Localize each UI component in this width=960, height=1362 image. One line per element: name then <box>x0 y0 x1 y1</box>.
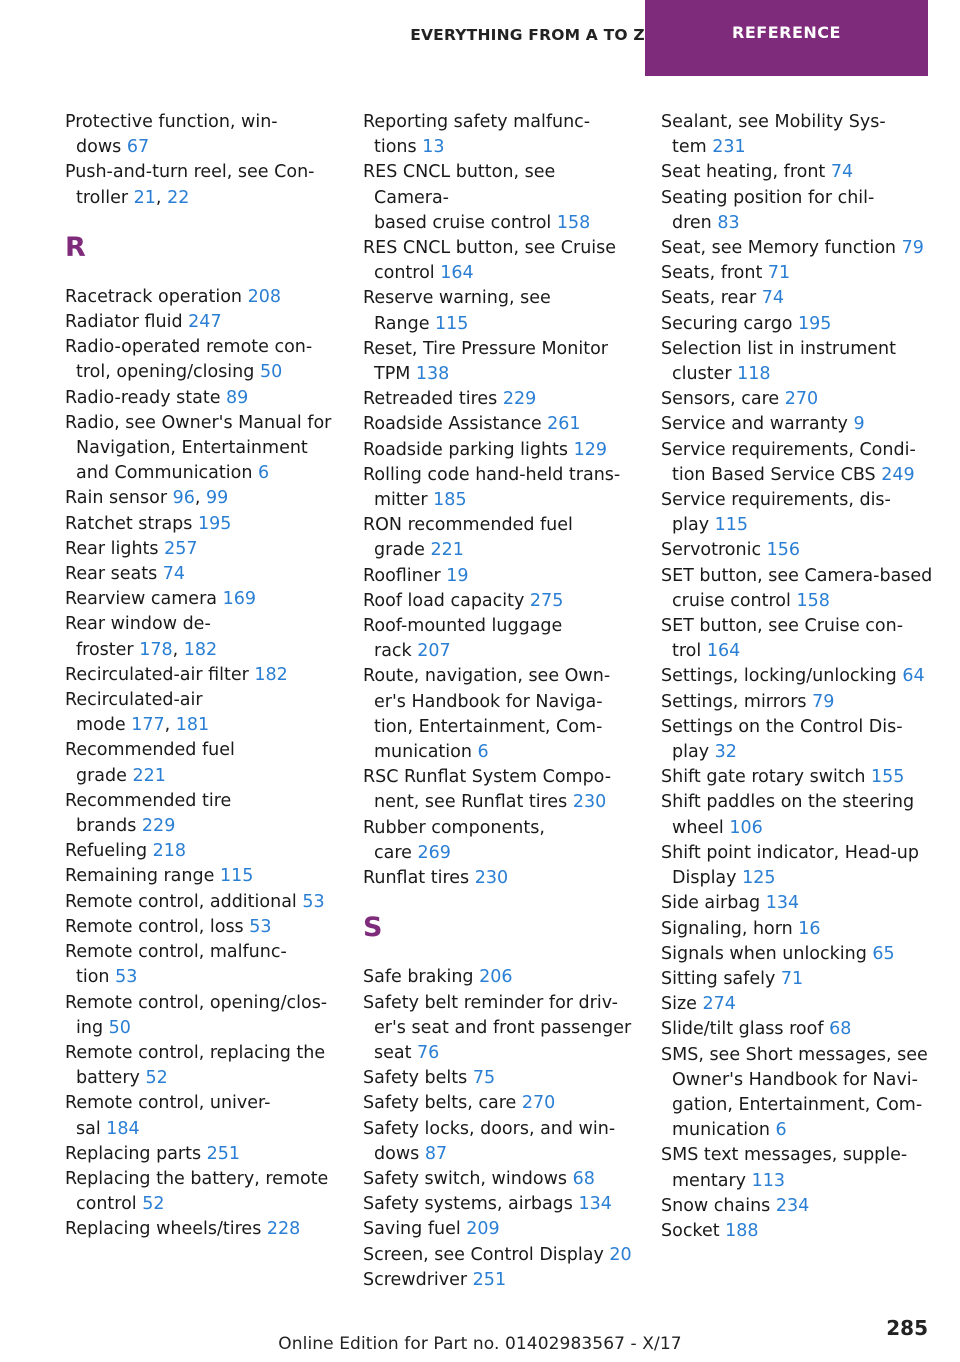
index-entry-text: Socket <box>661 1220 726 1241</box>
index-entry-text: Settings, locking/unlocking <box>661 666 903 687</box>
index-entry <box>363 1066 635 1091</box>
index-entry-text: Selection list in instrument cluster <box>661 338 896 385</box>
index-entry-text: Rain sensor <box>65 488 173 509</box>
index-entry <box>363 110 635 160</box>
index-entry-text: Safety belts, care <box>363 1093 522 1114</box>
page-link[interactable]: 206 <box>479 967 513 988</box>
page-number: 285 <box>886 1316 928 1340</box>
page-link[interactable]: 16 <box>798 918 821 939</box>
index-entry-text: Screen, see Control Display <box>363 1244 610 1265</box>
page-link[interactable]: 6 <box>775 1120 787 1141</box>
index-entry-text: Reserve warning, see Range <box>363 288 551 334</box>
page-link[interactable]: 115 <box>714 515 749 536</box>
index-entry-text: Slide/tilt glass roof <box>661 1019 830 1040</box>
index-entry-text: Safety belts <box>363 1068 473 1089</box>
page-link[interactable]: 79 <box>812 691 835 712</box>
page-link[interactable]: 229 <box>141 816 176 837</box>
index-entry <box>661 337 933 387</box>
index-entry-text: Rear seats <box>65 564 163 585</box>
page-link[interactable]: 208 <box>247 286 281 307</box>
index-entry <box>661 488 933 538</box>
index-entry <box>661 1194 933 1219</box>
page-link[interactable]: 68 <box>572 1168 595 1189</box>
index-column-1 <box>65 110 337 1243</box>
page-link[interactable]: 52 <box>145 1068 168 1089</box>
page-link[interactable]: 53 <box>249 916 272 937</box>
index-entry-text: Replacing parts <box>65 1143 207 1164</box>
index-entry <box>661 765 933 790</box>
index-entry-text: Recirculated-air filter <box>65 664 255 685</box>
page-link[interactable]: 115 <box>435 313 469 334</box>
index-entry <box>661 1219 933 1244</box>
index-entry-text: SMS, see Short messages, see Owner's Handbook for Navi- gation, Entertainment, Com- munication <box>661 1044 928 1141</box>
index-entry <box>65 612 337 662</box>
page-link[interactable]: 155 <box>871 767 905 788</box>
page-link[interactable]: 129 <box>573 439 607 460</box>
page-link[interactable]: 158 <box>796 590 830 611</box>
index-entry <box>661 917 933 942</box>
index-entry-text: Safety belt reminder for driv- er's seat and front passenger seat <box>363 992 632 1063</box>
index-entry <box>661 438 933 488</box>
page-link[interactable]: 221 <box>430 540 464 561</box>
page-link[interactable]: 182 <box>254 664 288 685</box>
page-link[interactable]: 99 <box>206 488 229 509</box>
index-entry-text: Racetrack operation <box>65 286 248 307</box>
page-link[interactable]: 182 <box>183 639 218 660</box>
index-entry-text: Settings, mirrors <box>661 691 813 712</box>
index-entry <box>65 335 337 385</box>
index-entry <box>661 387 933 412</box>
index-entry-text: Servotronic <box>661 540 767 561</box>
index-entry <box>363 589 635 614</box>
page-link[interactable]: 21 <box>133 187 156 208</box>
index-entry <box>363 1217 635 1242</box>
page-link[interactable]: 270 <box>784 389 819 410</box>
page-link[interactable]: 230 <box>572 792 607 813</box>
index-entry <box>661 160 933 185</box>
index-entry <box>661 412 933 437</box>
index-entry <box>65 940 337 990</box>
index-entry <box>363 1091 635 1116</box>
index-entry <box>661 564 933 614</box>
index-entry-text: Seat, see Memory function <box>661 238 902 259</box>
page-link[interactable]: 53 <box>115 967 138 988</box>
index-entry-text: Seat heating, front <box>661 162 831 183</box>
index-entry-text: Radiator fluid <box>65 312 189 333</box>
page-separator: , <box>194 488 206 509</box>
page-link[interactable]: 52 <box>142 1194 165 1215</box>
page-link[interactable]: 188 <box>725 1220 759 1241</box>
index-entry <box>363 664 635 765</box>
index-entry-text: Service requirements, dis- play <box>661 490 891 536</box>
page-link[interactable]: 274 <box>702 994 736 1015</box>
index-entry-text: Remote control, additional <box>65 891 303 912</box>
index-entry-text: Signaling, horn <box>661 918 799 939</box>
index-entry <box>65 663 337 688</box>
index-entry-text: Roof-mounted luggage rack <box>363 616 563 662</box>
page-link[interactable]: 65 <box>872 943 895 964</box>
index-entry <box>661 790 933 840</box>
index-entry <box>65 991 337 1041</box>
index-entry-text: Service and warranty <box>661 414 854 435</box>
page-link[interactable]: 64 <box>902 666 925 687</box>
index-entry-text: SET button, see Cruise con- trol <box>661 616 904 662</box>
page-link[interactable]: 71 <box>780 968 804 989</box>
index-entry-text: Safety locks, doors, and win- dows <box>363 1118 616 1164</box>
index-entry-text: Replacing the battery, remote control <box>65 1168 329 1215</box>
page-link[interactable]: 53 <box>302 891 325 912</box>
page-link[interactable]: 83 <box>717 212 740 233</box>
page-link[interactable]: 257 <box>164 538 198 559</box>
index-entry-text: Side airbag <box>661 893 766 914</box>
page-link[interactable]: 134 <box>578 1194 612 1215</box>
index-entry-text: SMS text messages, supple- mentary <box>661 1145 908 1191</box>
page-link[interactable]: 20 <box>609 1244 632 1265</box>
page-link[interactable]: 158 <box>556 212 591 233</box>
page-link[interactable]: 76 <box>417 1042 440 1063</box>
index-entry-text: Rearview camera <box>65 589 223 610</box>
page-link[interactable]: 177 <box>131 715 165 736</box>
index-entry <box>65 738 337 788</box>
page-link[interactable]: 229 <box>502 389 537 410</box>
page-link[interactable]: 209 <box>466 1219 500 1240</box>
index-entry <box>661 891 933 916</box>
page-separator: , <box>164 715 176 736</box>
index-entry <box>363 816 635 866</box>
index-entry <box>661 967 933 992</box>
page-link[interactable]: 181 <box>175 715 210 736</box>
index-entry-text: Sealant, see Mobility Sys- tem <box>661 112 886 158</box>
index-entry-text: Roofliner <box>363 565 447 586</box>
index-entry <box>363 1192 635 1217</box>
index-entry-text: Recommended fuel grade <box>65 740 235 786</box>
index-entry <box>65 386 337 411</box>
index-entry <box>661 312 933 337</box>
page-link[interactable]: 67 <box>126 137 150 158</box>
index-entry-text: Route, navigation, see Own- er's Handbook for Naviga- tion, Entertainment, Com- munication <box>363 666 611 763</box>
page-link[interactable]: 195 <box>798 313 832 334</box>
index-entry <box>363 236 635 286</box>
index-entry-text: Radio-operated remote con- trol, opening/closing <box>65 337 313 383</box>
index-entry <box>65 562 337 587</box>
index-entry-text: RES CNCL button, see Cruise control <box>363 238 617 284</box>
index-entry <box>661 664 933 689</box>
index-entry <box>363 564 635 589</box>
index-entry <box>661 110 933 160</box>
index-entry <box>65 285 337 310</box>
page-link[interactable]: 169 <box>222 589 256 610</box>
index-entry <box>65 1091 337 1141</box>
index-entry-text: Seats, rear <box>661 288 762 309</box>
index-entry-text: Size <box>661 994 703 1015</box>
index-entry <box>661 1017 933 1042</box>
index-entry <box>65 110 337 160</box>
page-link[interactable]: 32 <box>714 742 737 763</box>
index-entry-text: Remote control, loss <box>65 916 250 937</box>
index-entry-text: Safety systems, airbags <box>363 1194 579 1215</box>
index-entry <box>65 789 337 839</box>
page-link[interactable]: 207 <box>417 641 451 662</box>
index-entry <box>65 890 337 915</box>
index-entry <box>661 992 933 1017</box>
page-link[interactable]: 19 <box>446 565 469 586</box>
page-link[interactable]: 74 <box>761 288 785 309</box>
page-link[interactable]: 261 <box>547 414 581 435</box>
index-entry <box>363 1268 635 1293</box>
index-entry-text: Saving fuel <box>363 1219 467 1240</box>
index-entry-text: SET button, see Camera-based cruise control <box>661 565 933 611</box>
page-separator: , <box>155 187 168 208</box>
index-entry-text: Rubber components, care <box>363 817 545 863</box>
index-entry-text: Rear window de- froster <box>65 614 211 660</box>
index-entry-text: Push-and-turn reel, see Con- troller <box>65 162 315 208</box>
index-entry <box>661 186 933 236</box>
index-entry <box>363 463 635 513</box>
index-entry-text: Retreaded tires <box>363 389 503 410</box>
index-entry <box>363 337 635 387</box>
index-entry <box>661 286 933 311</box>
index-entry-text: Reset, Tire Pressure Monitor TPM <box>363 338 608 385</box>
index-entry-text: Sitting safely <box>661 968 781 989</box>
page-link[interactable]: 6 <box>477 742 489 763</box>
index-entry <box>661 1143 933 1193</box>
index-entry-text: RES CNCL button, see Camera- based cruise control <box>363 162 556 233</box>
index-entry-text: Remaining range <box>65 866 220 887</box>
page-link[interactable]: 96 <box>172 488 195 509</box>
page-link[interactable]: 74 <box>162 564 186 585</box>
index-entry <box>65 160 337 210</box>
index-entry-text: Seats, front <box>661 263 768 284</box>
index-entry-text: Roadside parking lights <box>363 439 574 460</box>
page-link[interactable]: 231 <box>712 137 746 158</box>
index-entry-text: Runflat tires <box>363 868 475 889</box>
index-entry-text: Recirculated-air mode <box>65 690 203 736</box>
page-link[interactable]: 234 <box>775 1195 810 1216</box>
index-entry-text: Settings on the Control Dis- play <box>661 716 903 763</box>
index-entry-text: Safe braking <box>363 967 480 988</box>
page-link[interactable]: 79 <box>901 238 924 259</box>
index-entry-text: Radio, see Owner's Manual for Navigation, Entertainment and Communication <box>65 412 332 484</box>
index-entry-text: Shift gate rotary switch <box>661 767 872 788</box>
index-entry-text: Remote control, replacing the battery <box>65 1042 326 1089</box>
index-entry-text: Snow chains <box>661 1195 776 1216</box>
page-link[interactable]: 178 <box>139 639 173 660</box>
index-entry <box>65 411 337 487</box>
page-link[interactable]: 221 <box>132 765 166 786</box>
page-link[interactable]: 87 <box>424 1143 448 1164</box>
page-link[interactable]: 9 <box>853 414 865 435</box>
page-link[interactable]: 113 <box>751 1170 786 1191</box>
index-letter-heading: S <box>363 912 383 944</box>
index-entry-text: Rear lights <box>65 538 165 559</box>
index-entry-text: Seating position for chil- dren <box>661 187 875 233</box>
index-entry <box>65 1142 337 1167</box>
footer-edition: Online Edition for Part no. 01402983567 - X/17 <box>278 1334 682 1354</box>
index-entry-text: Remote control, malfunc- tion <box>65 942 287 988</box>
page-link[interactable]: 75 <box>472 1068 496 1089</box>
index-entry <box>65 310 337 335</box>
index-entry <box>661 614 933 664</box>
index-entry-text: Shift point indicator, Head-up Display <box>661 842 919 889</box>
index-entry <box>65 512 337 537</box>
index-entry-text: Roadside Assistance <box>363 414 548 435</box>
index-entry <box>661 261 933 286</box>
index-entry-text: RSC Runflat System Compo- nent, see Runflat tires <box>363 767 612 813</box>
page-link[interactable]: 50 <box>259 362 283 383</box>
index-entry-text: RON recommended fuel grade <box>363 515 573 561</box>
index-entry-text: Reporting safety malfunc- tions <box>363 112 591 158</box>
index-entry-text: Remote control, opening/clos- ing <box>65 992 328 1038</box>
index-entry <box>65 1167 337 1217</box>
index-entry <box>363 412 635 437</box>
page-link[interactable]: 115 <box>219 866 254 887</box>
index-entry <box>65 688 337 738</box>
index-entry-text: Replacing wheels/tires <box>65 1219 267 1240</box>
index-entry-text: Roof load capacity <box>363 590 530 611</box>
index-entry <box>363 991 635 1067</box>
page-link[interactable]: 164 <box>440 263 474 284</box>
page-link[interactable]: 218 <box>152 841 187 862</box>
page-link[interactable]: 125 <box>742 868 776 889</box>
index-entry-text: Radio-ready state <box>65 387 227 408</box>
page-link[interactable]: 251 <box>206 1143 241 1164</box>
page-link[interactable]: 134 <box>765 893 800 914</box>
index-entry <box>661 1043 933 1144</box>
page-link[interactable]: 118 <box>737 364 771 385</box>
index-entry <box>363 160 635 236</box>
index-entry-text: Service requirements, Condi- tion Based Service CBS <box>661 439 916 485</box>
index-entry <box>661 715 933 765</box>
index-entry-text: Remote control, univer- sal <box>65 1093 271 1139</box>
index-entry <box>363 1243 635 1268</box>
index-entry <box>65 537 337 562</box>
index-entry-text: Ratchet straps <box>65 513 198 534</box>
page-link[interactable]: 275 <box>529 590 564 611</box>
index-entry <box>65 587 337 612</box>
page-link[interactable]: 251 <box>472 1269 507 1290</box>
index-entry <box>661 690 933 715</box>
index-entry <box>363 1117 635 1167</box>
page-link[interactable]: 106 <box>729 817 763 838</box>
page-link[interactable]: 6 <box>257 463 270 484</box>
page-link[interactable]: 247 <box>188 312 222 333</box>
index-entry-text: Refueling <box>65 841 153 862</box>
page-link[interactable]: 195 <box>197 513 232 534</box>
index-entry <box>363 438 635 463</box>
index-entry-text: Rolling code hand-held trans- mitter <box>363 464 621 511</box>
page-link[interactable]: 68 <box>829 1019 852 1040</box>
index-column-2 <box>363 110 635 1293</box>
index-letter-heading: R <box>65 231 86 263</box>
index-entry-text: Securing cargo <box>661 313 799 334</box>
index-entry <box>363 1167 635 1192</box>
index-entry <box>661 236 933 261</box>
index-entry <box>363 965 635 990</box>
index-entry-text: Shift paddles on the steering wheel <box>661 792 915 838</box>
index-entry <box>363 387 635 412</box>
page-link[interactable]: 270 <box>521 1093 556 1114</box>
index-entry <box>65 1041 337 1091</box>
page-link[interactable]: 74 <box>830 162 854 183</box>
reference-tab[interactable]: REFERENCE <box>645 0 928 76</box>
index-entry <box>65 1217 337 1242</box>
page-link[interactable]: 228 <box>266 1219 301 1240</box>
index-entry <box>65 839 337 864</box>
index-entry-text: Sensors, care <box>661 389 785 410</box>
index-entry <box>363 286 635 336</box>
page-link[interactable]: 156 <box>766 540 801 561</box>
page-link[interactable]: 89 <box>226 387 249 408</box>
index-entry-text: Recommended tire brands <box>65 790 232 837</box>
page-link[interactable]: 269 <box>417 842 451 863</box>
page-link[interactable]: 230 <box>474 868 509 889</box>
index-entry <box>363 866 635 891</box>
index-entry <box>661 841 933 891</box>
index-entry-text: Screwdriver <box>363 1269 473 1290</box>
page-link[interactable]: 249 <box>881 464 915 485</box>
index-entry-text: Signals when unlocking <box>661 943 873 964</box>
index-entry <box>363 765 635 815</box>
index-column-3 <box>661 110 933 1244</box>
page-link[interactable]: 184 <box>106 1118 140 1139</box>
page-link[interactable]: 138 <box>415 364 450 385</box>
page-separator: , <box>172 639 184 660</box>
page-link[interactable]: 13 <box>422 137 445 158</box>
index-entry-text: Safety switch, windows <box>363 1168 573 1189</box>
index-entry <box>363 614 635 664</box>
index-entry <box>65 915 337 940</box>
page-link[interactable]: 71 <box>767 263 791 284</box>
page-link[interactable]: 22 <box>167 187 190 208</box>
page-link[interactable]: 164 <box>706 641 741 662</box>
index-entry <box>661 538 933 563</box>
section-title: EVERYTHING FROM A TO Z <box>410 26 645 44</box>
page-link[interactable]: 50 <box>108 1017 131 1038</box>
index-entry <box>661 942 933 967</box>
page-link[interactable]: 185 <box>433 490 467 511</box>
index-entry-text: Protective function, win- dows <box>65 112 278 158</box>
index-entry <box>65 486 337 511</box>
index-entry <box>65 864 337 889</box>
index-entry <box>363 513 635 563</box>
